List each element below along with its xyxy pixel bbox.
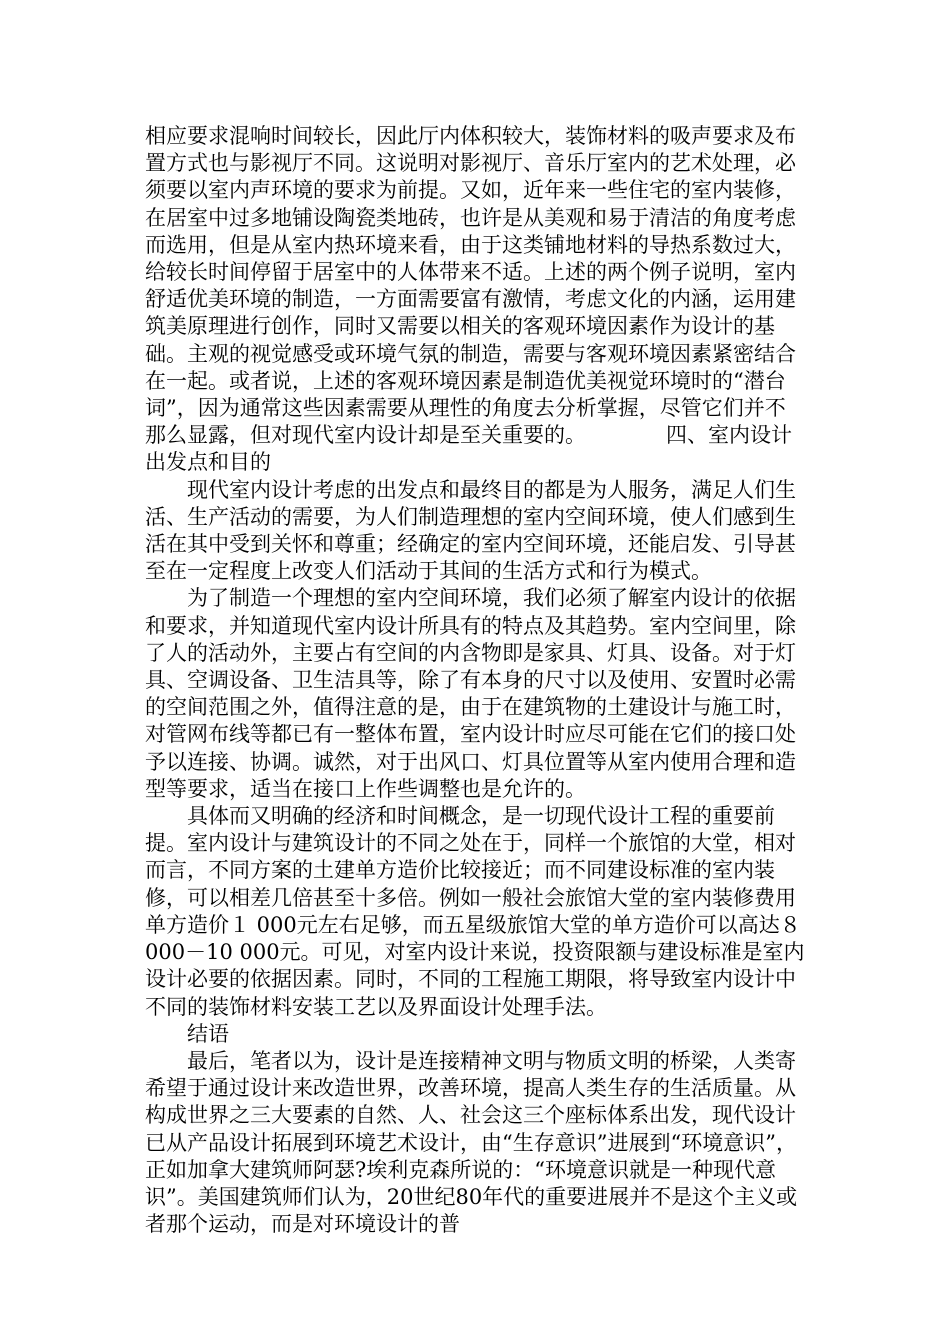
conclusion-heading: 结语	[187, 1021, 229, 1046]
paragraph: 为了制造一个理想的室内空间环境，我们必须了解室内设计的依据和要求，并知道现代室内设计所具有的特点及其趋势。室内空间里，除了人的活动外，主要占有空间的内含物即是家具、灯具、设备。对于灯具、空调设备、卫生洁具等，除了有本身的尺寸以及使用、安置时必需的空间范围之外，值得注意的是，由于在建筑物的土建设计与施工时，对管网布线等都已有一整体布置，室内设计时应尽可能在它们的接口处予以连接、协调。诚然，对于出风口、灯具位置等从室内使用合理和造型等要求，适当在接口上作些调整也是允许的。	[145, 586, 796, 801]
paragraph-text: 相应要求混响时间较长，因此厅内体积较大，装饰材料的吸声要求及布置方式也与影视厅不同。这说明对影视厅、音乐厅室内的艺术处理，必须要以室内声环境的要求为前提。又如，近年来一些住宅的室内装修，在居室中过多地铺设陶瓷类地砖，也许是从美观和易于清洁的角度考虑而选用，但是从室内热环境来看，由于这类铺地材料的导热系数过大，给较长时间停留于居室中的人体带来不适。上述的两个例子说明，室内舒适优美环境的制造，一方面需要富有激情，考虑文化的内涵，运用建筑美原理进行创作，同时又需要以相关的客观环境因素作为设计的基础。主观的视觉感受或环境气氛的制造，需要与客观环境因素紧密结合在一起。或者说，上述的客观环境因素是制造优美视觉环境时的“潜台词”，因为通常这些因素需要从理性的角度去分析掌握，尽管它们并不那么显露，但对现代室内设计却是至关重要的。	[145, 124, 796, 448]
paragraph: 具体而又明确的经济和时间概念，是一切现代设计工程的重要前提。室内设计与建筑设计的不同之处在于，同样一个旅馆的大堂，相对而言，不同方案的土建单方造价比较接近；而不同建设标准的室内装修，可以相差几倍甚至十多倍。例如一般社会旅馆大堂的室内装修费用单方造价１ 000元左右足够，而五星级旅馆大堂的单方造价可以高达８ 000－10 000元。可见，对室内设计来说，投资限额与建设标准是室内设计必要的依据因素。同时，不同的工程施工期限，将导致室内设计中不同的装饰材料安装工艺以及界面设计处理手法。	[145, 804, 805, 1019]
paragraph: 最后，笔者以为，设计是连接精神文明与物质文明的桥梁，人类寄希望于通过设计来改造世界，改善环境，提高人类生存的生活质量。从构成世界之三大要素的自然、人、社会这三个座标体系出发，现代设计已从产品设计拓展到环境艺术设计，由“生存意识”进展到“环境意识”，正如加拿大建筑师阿瑟?埃利克森所说的：“环境意识就是一种现代意识”。美国建筑师们认为，20世纪80年代的重要进展并不是这个主义或者那个运动，而是对环境设计的普	[145, 1048, 798, 1237]
document-body	[145, 123, 805, 1238]
paragraph: 现代室内设计考虑的出发点和最终目的都是为人服务，满足人们生活、生产活动的需要，为人们制造理想的室内空间环境，使人们感到生活在其中受到关怀和尊重；经确定的室内空间环境，还能启发、引导甚至在一定程度上改变人们活动于其间的生活方式和行为模式。	[145, 477, 796, 584]
paragraph-continuation	[145, 123, 805, 477]
section-heading: 四、室内设计出发点和目的	[145, 423, 792, 475]
